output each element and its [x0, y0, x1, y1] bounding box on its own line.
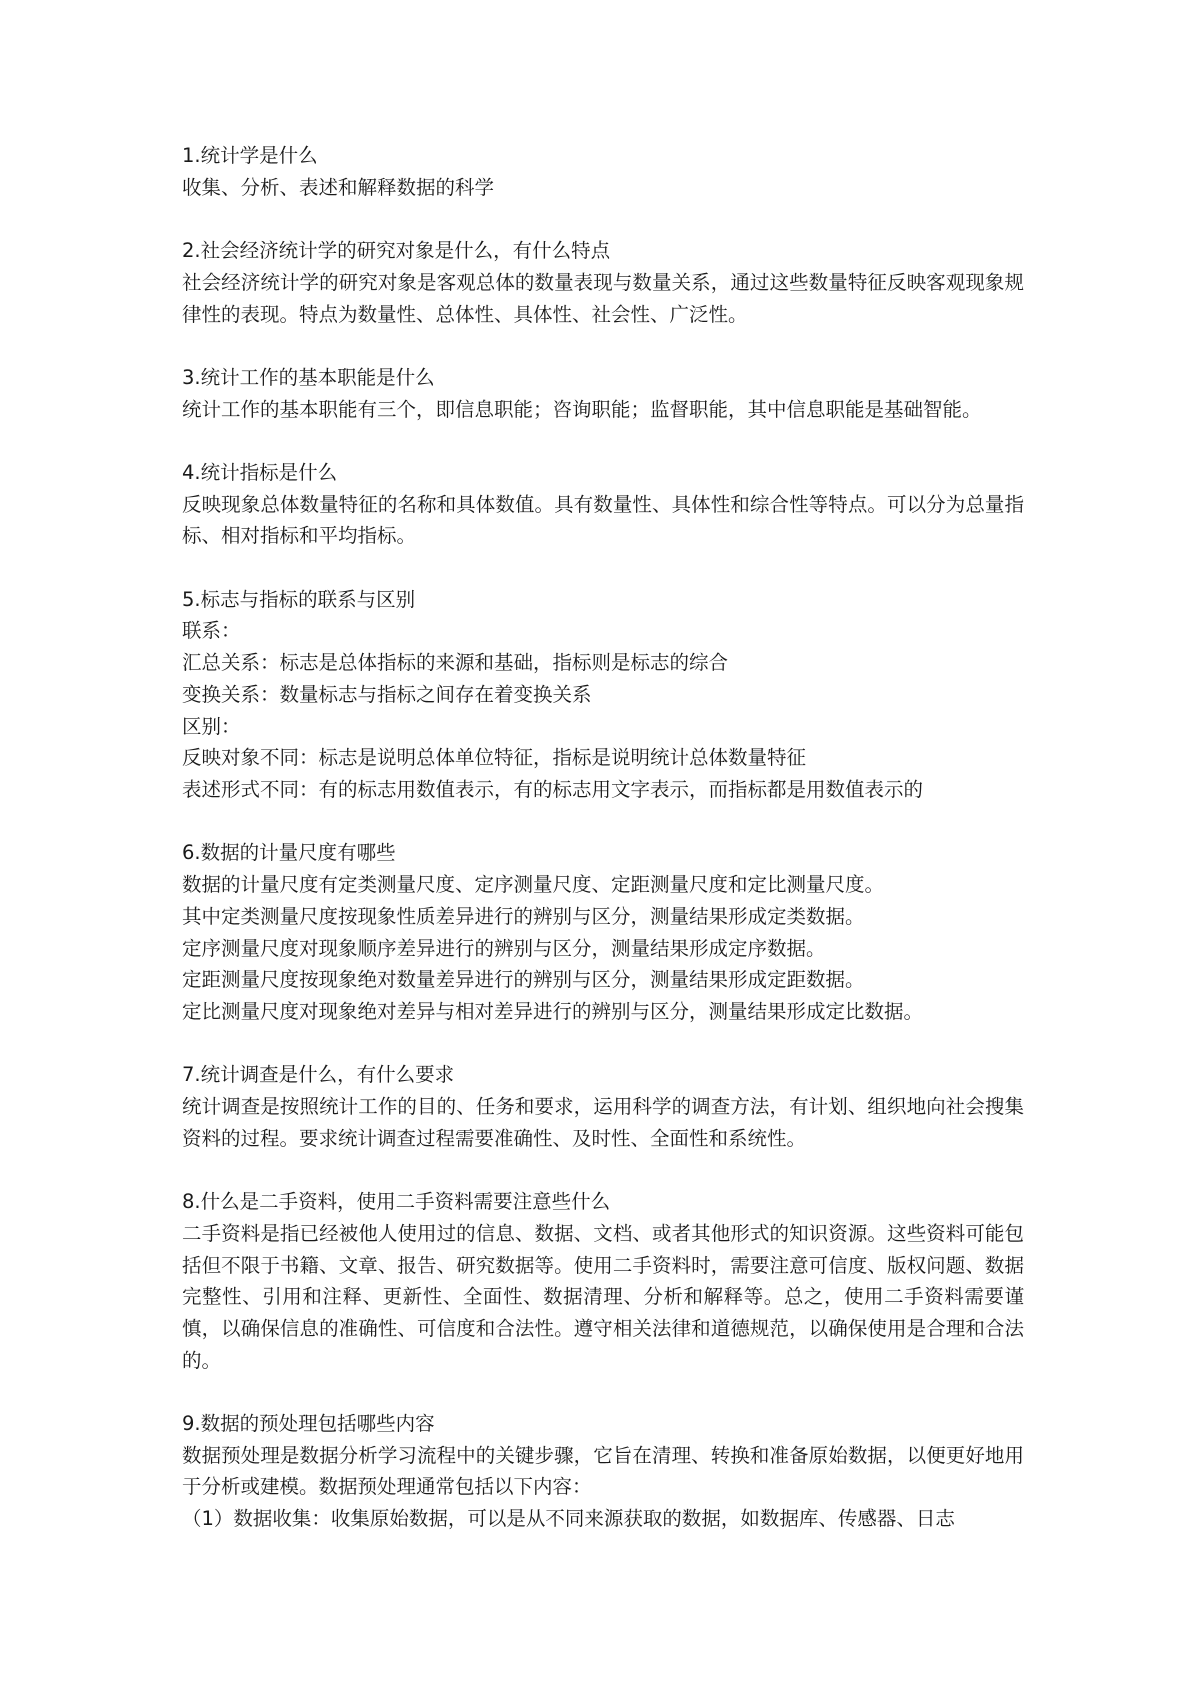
answer-line: （1）数据收集：收集原始数据，可以是从不同来源获取的数据，如数据库、传感器、日志	[182, 1507, 955, 1531]
section-3	[182, 362, 1024, 425]
answer-line: 统计工作的基本职能有三个，即信息职能；咨询职能；监督职能，其中信息职能是基础智能。	[182, 397, 982, 421]
question-title: 4.统计指标是什么	[182, 460, 338, 484]
answer-line: 定距测量尺度按现象绝对数量差异进行的辨别与区分，测量结果形成定距数据。	[182, 968, 865, 992]
question-title: 5.标志与指标的联系与区别	[182, 587, 416, 611]
answer-line: 区别：	[182, 714, 241, 738]
answer-line: 数据的计量尺度有定类测量尺度、定序测量尺度、定距测量尺度和定比测量尺度。	[182, 873, 885, 897]
answer-line: 联系：	[182, 619, 241, 643]
answer-paragraph: 二手资料是指已经被他人使用过的信息、数据、文档、或者其他形式的知识资源。这些资料可能包括但不限于书籍、文章、报告、研究数据等。使用二手资料时，需要注意可信度、版权问题、数据完整性、引用和注释、更新性、全面性、数据清理、分析和解释等。总之，使用二手资料需要谨慎，以确保信息的准确性、可信度和合法性。遵守相关法律和道德规范，以确保使用是合理和合法的。	[182, 1221, 1024, 1372]
section-9	[182, 1408, 1024, 1535]
answer-line: 汇总关系：标志是总体指标的来源和基础，指标则是标志的综合	[182, 651, 729, 675]
answer-line: 变换关系：数量标志与指标之间存在着变换关系	[182, 682, 592, 706]
question-title: 2.社会经济统计学的研究对象是什么，有什么特点	[182, 239, 611, 263]
answer-line: 表述形式不同：有的标志用数值表示，有的标志用文字表示，而指标都是用数值表示的	[182, 778, 924, 801]
answer-paragraph: 社会经济统计学的研究对象是客观总体的数量表现与数量关系，通过这些数量特征反映客观现象规律性的表现。特点为数量性、总体性、具体性、社会性、广泛性。	[182, 270, 1024, 326]
section-2	[182, 235, 1024, 330]
section-7	[182, 1059, 1024, 1154]
section-6	[182, 837, 1024, 1027]
answer-line: 定序测量尺度对现象顺序差异进行的辨别与区分，测量结果形成定序数据。	[182, 936, 826, 960]
section-8	[182, 1186, 1024, 1376]
answer-paragraph: 反映现象总体数量特征的名称和具体数值。具有数量性、具体性和综合性等特点。可以分为总量指标、相对指标和平均指标。	[182, 492, 1024, 548]
answer-paragraph: 统计调查是按照统计工作的目的、任务和要求，运用科学的调查方法，有计划、组织地向社会搜集资料的过程。要求统计调查过程需要准确性、及时性、全面性和系统性。	[182, 1095, 1024, 1150]
question-title: 6.数据的计量尺度有哪些	[182, 841, 396, 865]
question-title: 9.数据的预处理包括哪些内容	[182, 1412, 435, 1435]
question-title: 8.什么是二手资料，使用二手资料需要注意些什么	[182, 1190, 611, 1214]
section-5	[182, 584, 1024, 806]
answer-line: 反映对象不同：标志是说明总体单位特征，指标是说明统计总体数量特征	[182, 746, 807, 770]
question-title: 3.统计工作的基本职能是什么	[182, 365, 435, 389]
question-title: 1.统计学是什么	[182, 144, 318, 167]
answer-line: 定比测量尺度对现象绝对差异与相对差异进行的辨别与区分，测量结果形成定比数据。	[182, 999, 924, 1023]
answer-line: 收集、分析、表述和解释数据的科学	[182, 175, 495, 199]
section-1	[182, 140, 1024, 203]
document-page	[182, 140, 1024, 1567]
question-title: 7.统计调查是什么，有什么要求	[182, 1063, 455, 1087]
section-4	[182, 457, 1024, 552]
answer-paragraph: 数据预处理是数据分析学习流程中的关键步骤，它旨在清理、转换和准备原始数据，以便更好地用于分析或建模。数据预处理通常包括以下内容：	[182, 1443, 1024, 1499]
answer-line: 其中定类测量尺度按现象性质差异进行的辨别与区分，测量结果形成定类数据。	[182, 904, 865, 928]
